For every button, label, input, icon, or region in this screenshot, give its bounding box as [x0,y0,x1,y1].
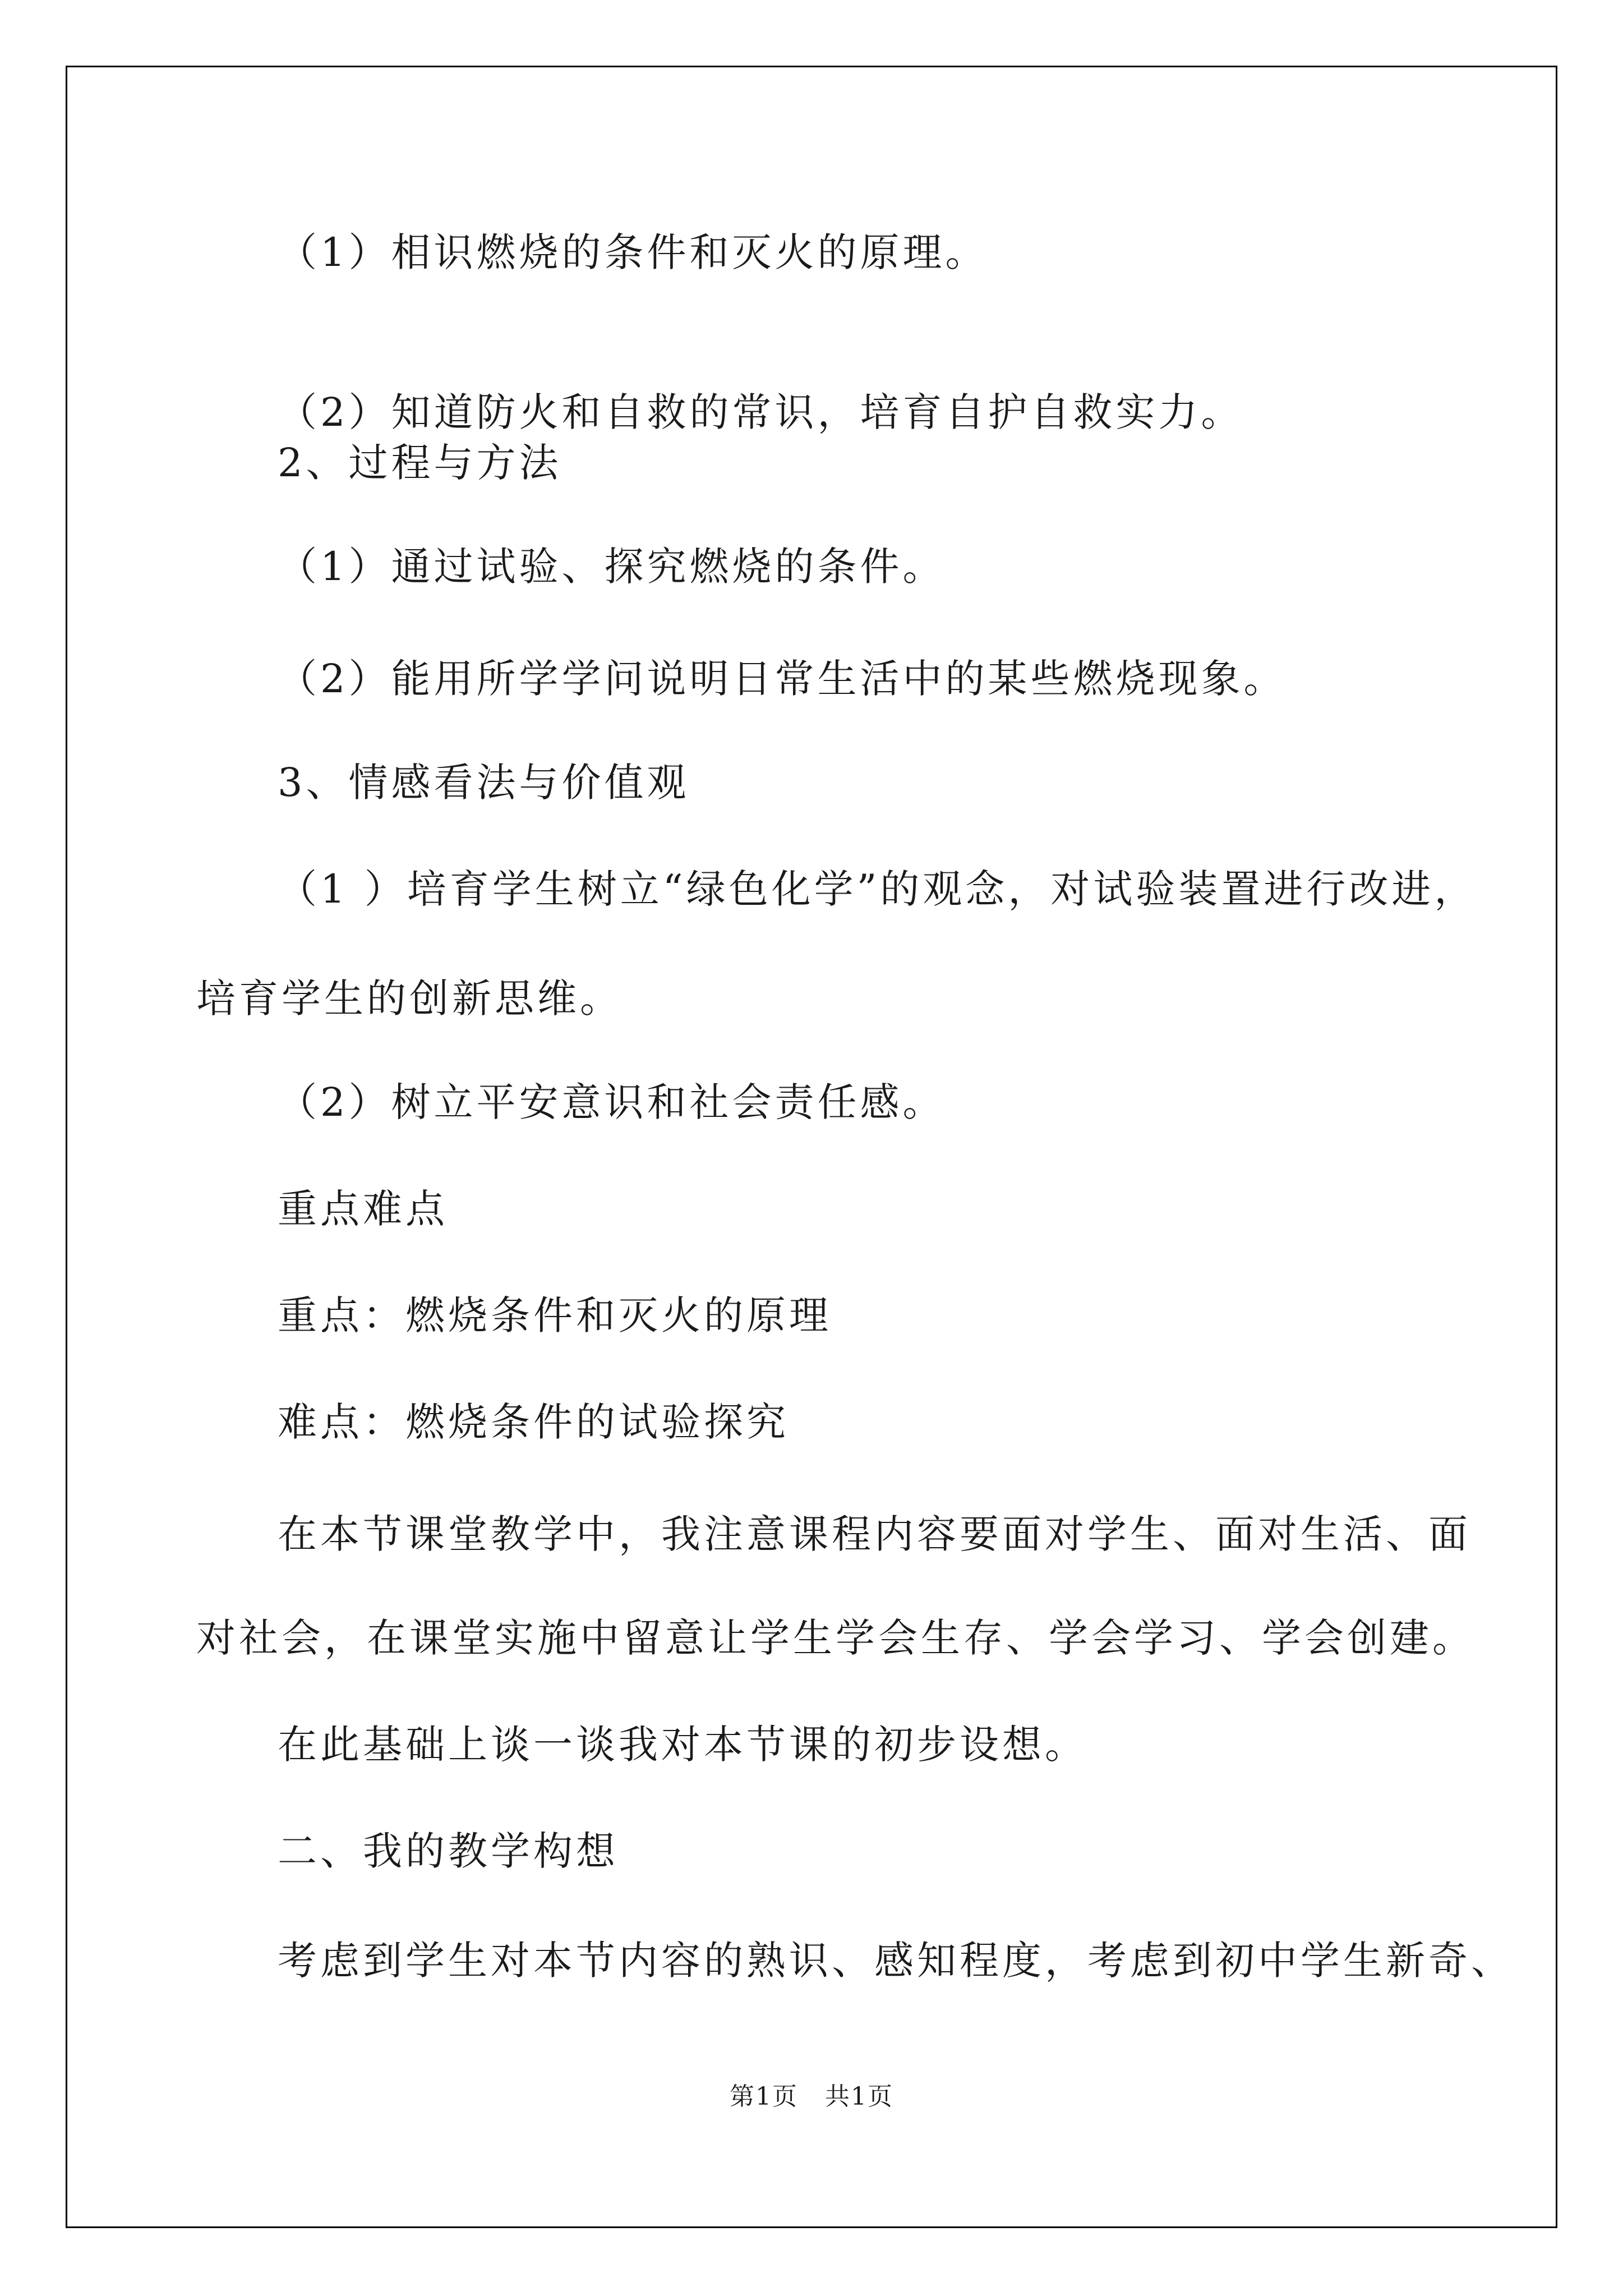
text-line-15: 在此基础上谈一谈我对本节课的初步设想。 [278,1722,1087,1768]
text-line-14: 对社会，在课堂实施中留意让学生学会生存、学会学习、学会创建。 [196,1615,1475,1661]
text-line-3: 2、过程与方法 [278,440,562,486]
text-line-2: （2）知道防火和自救的常识，培育自护自救实力。 [278,389,1244,435]
text-line-13: 在本节课堂教学中，我注意课程内容要面对学生、面对生活、面 [278,1511,1471,1557]
text-line-8: 培育学生的创新思维。 [196,976,623,1022]
text-line-7: （1 ）培育学生树立“绿色化学”的观念，对试验装置进行改进， [278,866,1477,912]
text-line-6: 3、情感看法与价值观 [278,760,690,806]
text-line-17: 考虑到学生对本节内容的熟识、感知程度，考虑到初中学生新奇、 [278,1938,1514,1984]
page-footer: 第1页 共1页 [730,2082,893,2111]
text-line-4: （1）通过试验、探究燃烧的条件。 [278,544,946,590]
text-line-9: （2）树立平安意识和社会责任感。 [278,1079,946,1125]
text-line-10: 重点难点 [278,1186,448,1232]
text-line-1: （1）相识燃烧的条件和灭火的原理。 [278,229,988,275]
text-line-5: （2）能用所学学问说明日常生活中的某些燃烧现象。 [278,656,1287,702]
text-line-16: 二、我的教学构想 [278,1828,619,1874]
text-line-12: 难点：燃烧条件的试验探究 [278,1399,789,1445]
text-line-11: 重点：燃烧条件和灭火的原理 [278,1292,832,1338]
